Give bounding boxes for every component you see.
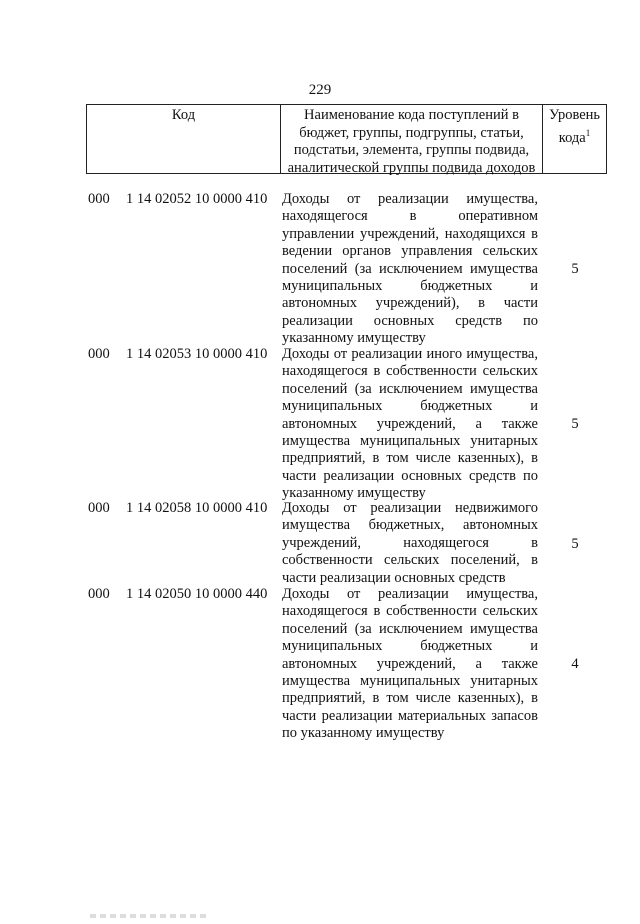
admin-code: 000 <box>88 500 110 516</box>
revenue-name-line: указанному имуществу <box>282 485 426 502</box>
header-name-line: Наименование кода поступлений в <box>304 107 519 123</box>
header-name-line: подстатьи, элемента, группы подвида, <box>293 142 530 158</box>
revenue-name-line: поселений (за исключением имущества <box>282 260 538 277</box>
revenue-name-line: части реализации основных средств по <box>282 467 538 484</box>
header-code-cell <box>87 105 281 173</box>
code-level: 5 <box>571 261 579 277</box>
revenue-name-line: предприятий, в том числе казенных), в <box>282 690 538 707</box>
revenue-name <box>282 191 538 348</box>
revenue-name-line: собственности сельских поселений, в <box>282 552 538 569</box>
revenue-name-line: указанному имуществу <box>282 330 426 347</box>
revenue-name-line: реализации основных средств по <box>282 312 538 329</box>
revenue-name-line: находящегося в собственности сельских <box>282 603 538 620</box>
header-name-line: бюджет, группы, подгруппы, статьи, <box>299 124 524 141</box>
header-name-line: аналитической группы подвида доходов <box>287 159 536 176</box>
revenue-name-line: управлении учреждений, находящихся в <box>282 225 538 242</box>
revenue-name-line: части реализации основных средств <box>282 569 506 586</box>
header-level-label: кода <box>558 129 586 146</box>
admin-code: 000 <box>88 191 110 207</box>
revenue-name-line: автономных учреждений, а также <box>282 655 538 672</box>
header-name-cell <box>281 105 543 176</box>
header-level-footnote: 1 <box>585 127 591 138</box>
revenue-name-line: имущества бюджетных, автономных <box>282 517 538 534</box>
header-level-line1: Уровень <box>548 107 601 123</box>
revenue-name-line: ведении органов управления сельских <box>282 243 538 260</box>
revenue-name-line: Доходы от реализации иного имущества, <box>282 346 538 362</box>
revenue-name-line: по указанному имуществу <box>282 725 445 742</box>
admin-code: 000 <box>88 586 110 602</box>
revenue-name-line: находящегося в оперативном <box>282 208 538 225</box>
scan-artifact <box>90 914 210 918</box>
revenue-name-line: имущества муниципальных унитарных <box>282 432 538 449</box>
admin-code: 000 <box>88 346 110 362</box>
code-level: 5 <box>571 536 579 552</box>
revenue-name-line: автономных учреждений), в части <box>282 295 538 312</box>
revenue-name-line: учреждений, находящегося в <box>282 534 538 551</box>
budget-code: 1 14 02058 10 0000 410 <box>126 500 268 516</box>
revenue-name-line: Доходы от реализации недвижимого <box>282 500 538 516</box>
revenue-name-line: имущества муниципальных унитарных <box>282 672 538 689</box>
revenue-name-line: муниципальных бюджетных и <box>282 398 538 415</box>
revenue-name-line: части реализации материальных запасов <box>282 707 538 724</box>
revenue-name-line: поселений (за исключением имущества <box>282 620 538 637</box>
revenue-name-line: предприятий, в том числе казенных), в <box>282 450 538 467</box>
revenue-name <box>282 586 538 743</box>
code-level: 4 <box>571 656 579 672</box>
table-header <box>86 104 607 174</box>
header-level-cell <box>543 105 606 173</box>
code-level: 5 <box>571 416 579 432</box>
budget-code: 1 14 02052 10 0000 410 <box>126 191 268 207</box>
budget-code: 1 14 02050 10 0000 440 <box>126 586 268 602</box>
header-code-label: Код <box>171 107 196 123</box>
revenue-name-line: Доходы от реализации имущества, <box>282 191 538 207</box>
header-level-line2 <box>543 125 606 147</box>
revenue-name-line: муниципальных бюджетных и <box>282 277 538 294</box>
revenue-name-line: находящегося в собственности сельских <box>282 363 538 380</box>
budget-code: 1 14 02053 10 0000 410 <box>126 346 268 362</box>
revenue-name <box>282 346 538 503</box>
revenue-name-line: автономных учреждений, а также <box>282 415 538 432</box>
revenue-name-line: поселений (за исключением имущества <box>282 380 538 397</box>
revenue-name-line: Доходы от реализации имущества, <box>282 586 538 602</box>
page-number: 229 <box>308 82 332 98</box>
revenue-name <box>282 500 538 587</box>
revenue-name-line: муниципальных бюджетных и <box>282 638 538 655</box>
